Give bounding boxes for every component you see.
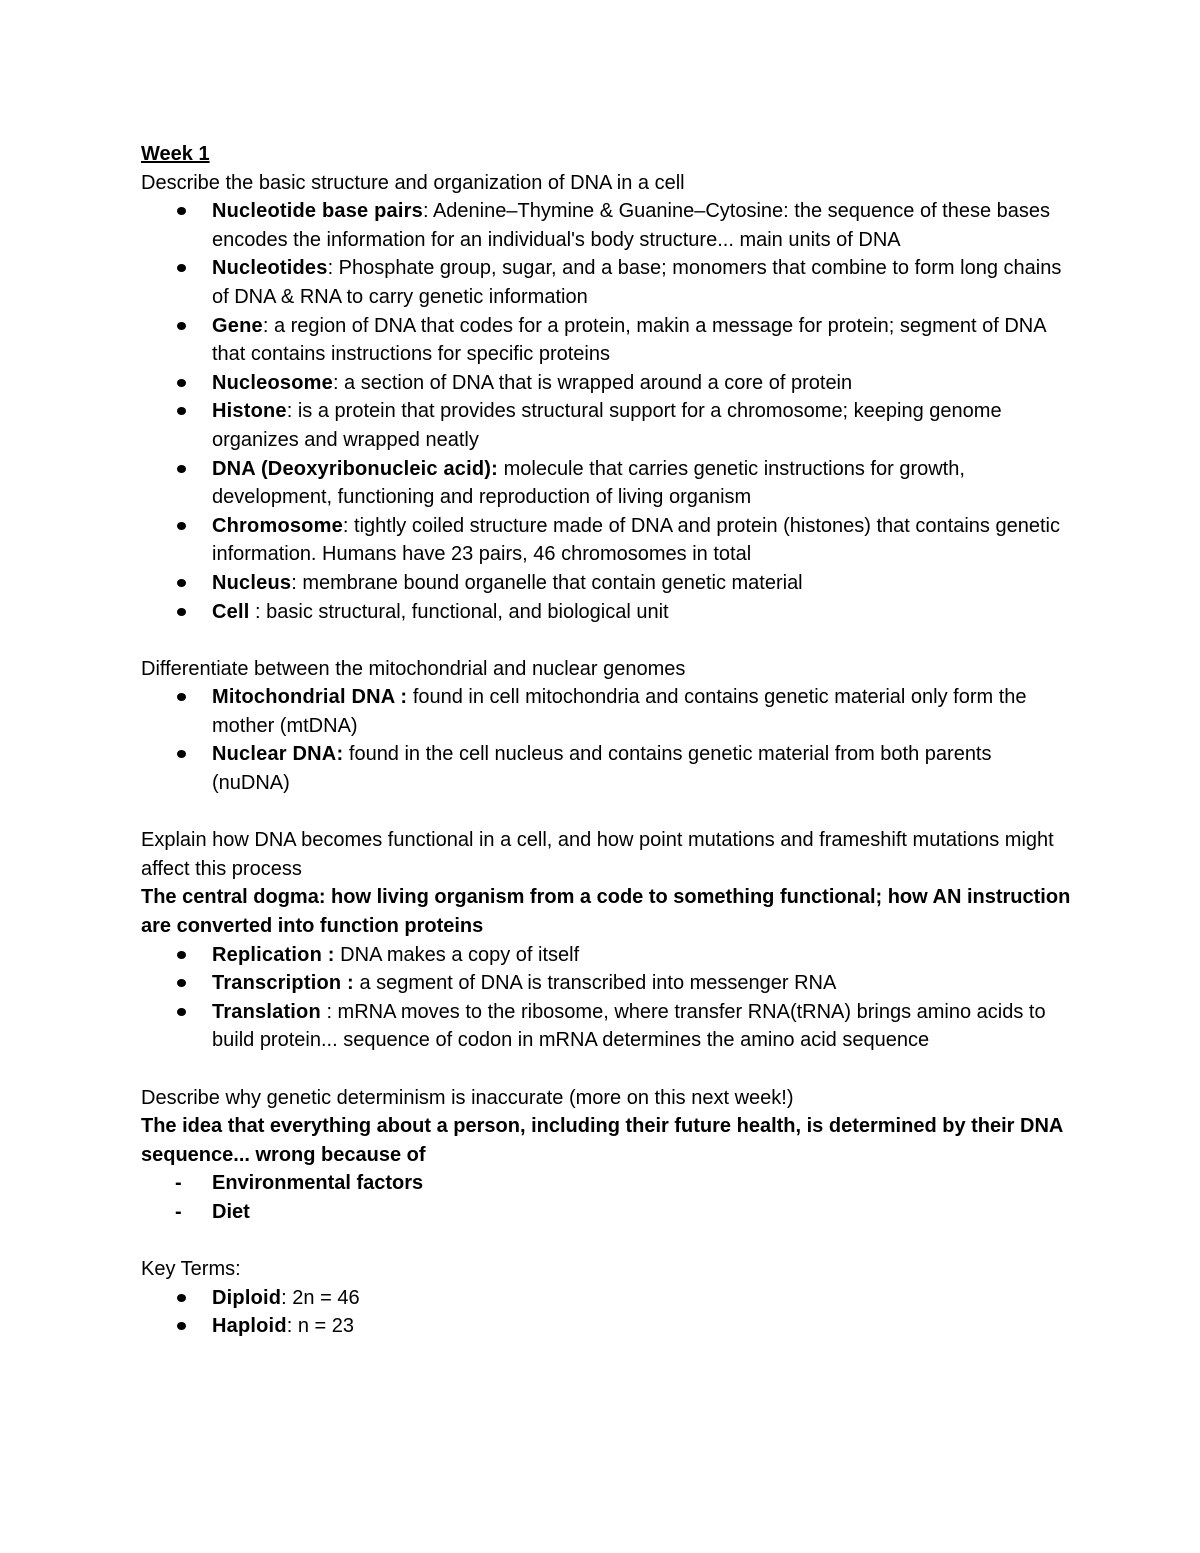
bullet-icon [177,1294,186,1302]
item-text: found in cell mitochondria and contains genetic material only form the mother (mtDNA) [212,686,1027,737]
item-term: Nucleus [212,571,292,594]
list-item [141,312,1071,369]
item-text: : mRNA moves to the ribosome, where transfer RNA(tRNA) brings amino acids to build protein... sequence of codon in mRNA determines the amino acid sequence [212,1000,1046,1052]
spacer [141,1055,1071,1084]
document-page [141,140,1071,1341]
list-item [141,512,1071,569]
item-text: : n = 23 [286,1315,355,1338]
list-item [141,998,1071,1055]
item-term: Chromosome [212,514,343,537]
bullet-icon [177,608,186,616]
item-term: Gene [212,314,263,337]
bullet-icon [177,264,186,272]
item-term: Histone [212,400,287,423]
list-item [141,369,1071,398]
bullet-icon [177,750,186,758]
item-text: : a region of DNA that codes for a protein, makin a message for protein; segment of DNA that contains instructions for specific proteins [212,314,1046,366]
dash-icon: - [175,1172,182,1195]
bullet-list [141,683,1071,797]
list-item [141,598,1071,627]
list-item [141,740,1071,797]
list-item [141,197,1071,254]
section-prompt: Explain how DNA becomes functional in a cell, and how point mutations and frameshift mutations might affect this process [141,829,1054,880]
spacer [141,798,1071,827]
list-item [141,455,1071,512]
bullet-icon [177,1008,186,1016]
bullet-list [141,941,1071,1055]
list-item [141,254,1071,311]
list-item [141,941,1071,970]
item-term: Nuclear DNA: [212,743,344,766]
item-term: Translation [212,1000,321,1023]
item-text: Environmental factors [212,1172,424,1195]
list-item [141,1169,1071,1198]
item-term: Cell [212,600,250,623]
item-term: Haploid [212,1315,287,1338]
list-item [141,683,1071,740]
item-text: : tightly coiled structure made of DNA and protein (histones) that contains genetic information. Humans have 23 pairs, 46 chromosomes in total [212,514,1060,566]
bullet-icon [177,407,186,415]
item-term: Nucleotides [212,257,328,280]
item-term: Diploid [212,1286,282,1309]
list-item [141,1198,1071,1227]
list-item [141,969,1071,998]
bullet-icon [177,693,186,701]
bullet-icon [177,579,186,587]
bullet-icon [177,979,186,987]
dash-list [141,1169,1071,1226]
list-item [141,1312,1071,1341]
item-term: Mitochondrial DNA : [212,686,408,709]
item-term: Nucleosome [212,371,333,394]
item-text: molecule that carries genetic instructions for growth, development, functioning and reproduction of living organism [212,457,965,509]
bold-statement: The central dogma: how living organism from a code to something functional; how AN instruction are converted into function proteins [141,886,1071,938]
item-text: : a section of DNA that is wrapped around a core of protein [332,371,853,394]
bullet-list [141,197,1071,626]
bullet-icon [177,207,186,215]
page-heading: Week 1 [141,143,210,165]
spacer [141,626,1071,655]
item-text: : Phosphate group, sugar, and a base; monomers that combine to form long chains of DNA & RNA to carry genetic information [212,257,1062,308]
bullet-icon [177,322,186,330]
dash-icon: - [175,1200,182,1223]
item-text: found in the cell nucleus and contains genetic material from both parents (nuDNA) [212,743,992,795]
bullet-icon [177,951,186,959]
spacer [141,1227,1071,1256]
list-item [141,1284,1071,1313]
bullet-icon [177,379,186,387]
item-text: : Adenine–Thymine & Guanine–Cytosine: the sequence of these bases encodes the information for an individual's body structure... main units of DNA [212,200,1051,251]
list-item [141,569,1071,598]
item-term: Transcription : [212,972,354,995]
bullet-icon [177,465,186,473]
section-prompt: Describe the basic structure and organization of DNA in a cell [141,171,685,194]
item-text: : membrane bound organelle that contain genetic material [291,571,803,594]
bold-statement: The idea that everything about a person, including their future health, is determined by their DNA sequence... wrong because of [141,1115,1063,1166]
item-term: Replication : [212,943,335,966]
item-text: Diet [212,1200,250,1223]
item-text: : 2n = 46 [281,1286,360,1309]
item-text: DNA makes a copy of itself [334,943,580,966]
section-prompt: Differentiate between the mitochondrial and nuclear genomes [141,657,686,680]
item-text: : is a protein that provides structural support for a chromosome; keeping genome organizes and wrapped neatly [212,400,1002,451]
bullet-icon [177,1322,186,1330]
section-prompt: Key Terms: [141,1258,241,1281]
item-text: a segment of DNA is transcribed into messenger RNA [353,972,837,995]
list-item [141,397,1071,454]
bullet-icon [177,522,186,530]
item-term: Nucleotide base pairs [212,200,423,223]
section-prompt: Describe why genetic determinism is inaccurate (more on this next week!) [141,1086,794,1109]
item-text: : basic structural, functional, and biological unit [249,600,669,623]
item-term: DNA (Deoxyribonucleic acid): [212,457,499,480]
bullet-list [141,1284,1071,1341]
